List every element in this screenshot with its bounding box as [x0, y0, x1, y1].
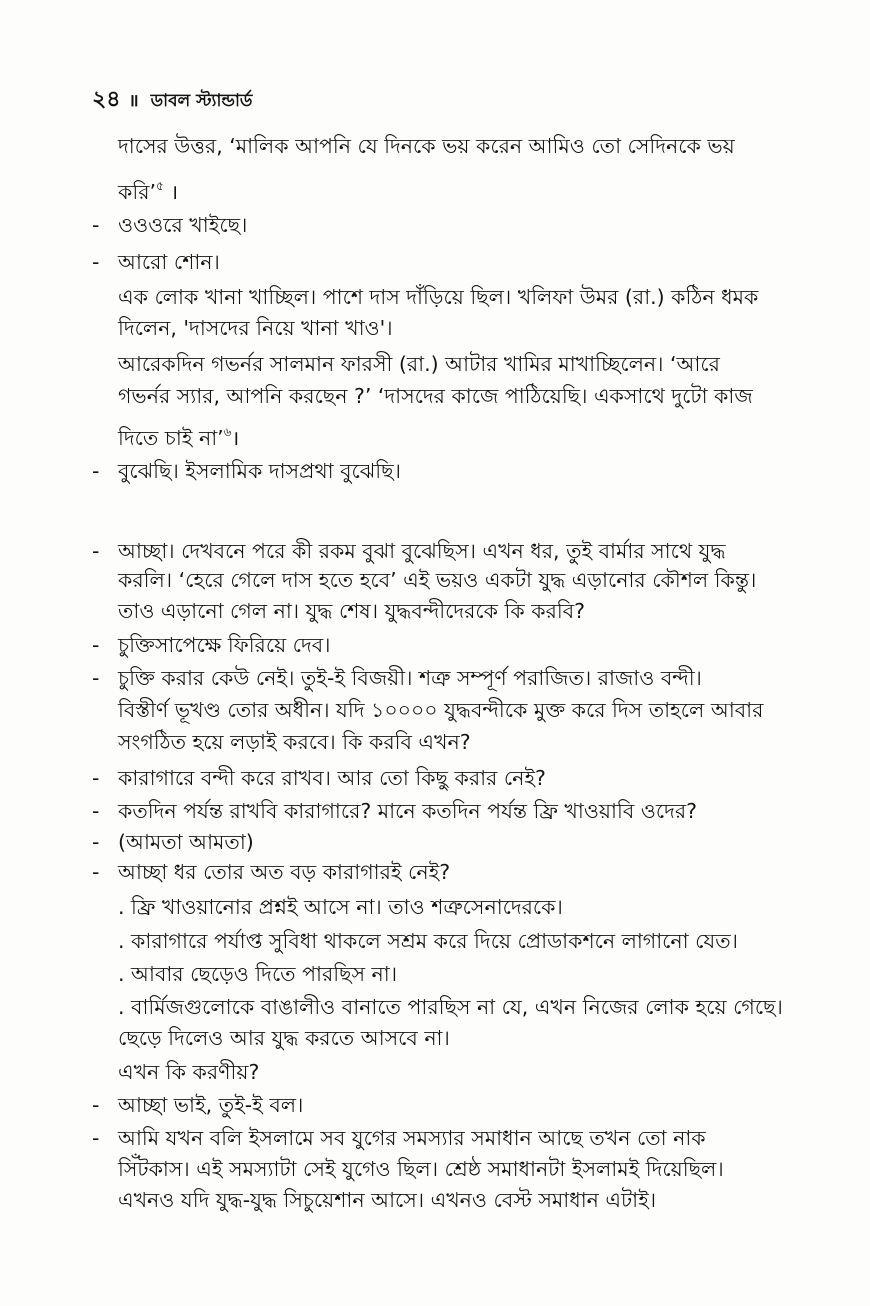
- list-item: . কারাগারে পর্যাপ্ত সুবিধা থাকলে সশ্রম করে দিয়ে প্রোডাকশনে লাগানো যেত।: [118, 929, 738, 953]
- text-line: বিস্তীর্ণ ভূখণ্ড তোর অধীন। যদি ১০০০০ যুদ্ধবন্দীকে মুক্ত করে দিস তাহলে আবার: [118, 698, 764, 722]
- dialogue-dash: -: [92, 860, 100, 884]
- page-number: ২৪: [92, 87, 121, 112]
- text-line: গভর্নর স্যার, আপনি করছেন ?’ ‘দাসদের কাজে পাঠিয়েছি। একসাথে দুটো কাজ: [118, 384, 753, 408]
- dialogue-dash: -: [92, 1093, 100, 1117]
- footnote-marker: ৫: [156, 179, 164, 193]
- text-line: আচ্ছা ধর তোর অত বড় কারাগারই নেই?: [118, 860, 451, 884]
- text-line: এক লোক খানা খাচ্ছিল। পাশে দাস দাঁড়িয়ে ছিল। খলিফা উমর (রা.) কঠিন ধমক: [118, 285, 759, 309]
- text-line: দিতে চাই না’$^৬$।: [118, 425, 240, 450]
- list-item: . আবার ছেড়েও দিতে পারছিস না।: [118, 962, 398, 986]
- text-line: করলি। ‘হেরে গেলে দাস হতে হবে’ এই ভয়ও একটা যুদ্ধ এড়ানোর কৌশল কিন্তু।: [118, 568, 757, 592]
- text-line: এখন কি করণীয়?: [118, 1060, 260, 1084]
- text-line: চুক্তিসাপেক্ষে ফিরিয়ে দেব।: [118, 633, 331, 657]
- text-line: বুঝেছি। ইসলামিক দাসপ্রথা বুঝেছি।: [118, 459, 401, 483]
- text-line: কারাগারে বন্দী করে রাখব। আর তো কিছু করার নেই?: [118, 766, 546, 790]
- dialogue-dash: -: [92, 250, 100, 274]
- footnote-marker: ৬: [223, 425, 232, 439]
- dialogue-dash: -: [92, 459, 100, 483]
- dialogue-dash: -: [92, 1126, 100, 1150]
- dialogue-dash: -: [92, 666, 100, 690]
- dialogue-dash: -: [92, 633, 100, 657]
- text-line: সংগঠিত হয়ে লড়াই করবে। কি করবি এখন?: [118, 730, 471, 754]
- text-line: তাও এড়ানো গেল না। যুদ্ধ শেষ। যুদ্ধবন্দীদেরকে কি করবি?: [118, 599, 586, 623]
- text-line: আচ্ছা ভাই, তুই-ই বল।: [118, 1093, 304, 1117]
- dialogue-dash: -: [92, 799, 100, 823]
- text-line: আরো শোন।: [118, 250, 220, 274]
- text-line: চুক্তি করার কেউ নেই। তুই-ই বিজয়ী। শত্রু সম্পূর্ণ পরাজিত। রাজাও বন্দী।: [118, 666, 702, 690]
- dialogue-dash: -: [92, 766, 100, 790]
- text-line: সিঁটকাস। এই সমস্যাটা সেই যুগেও ছিল। শ্রেষ্ঠ সমাধানটা ইসলামই দিয়েছিল।: [118, 1157, 724, 1181]
- text-line: (আমতা আমতা): [118, 830, 254, 854]
- dialogue-dash: -: [92, 213, 100, 237]
- dialogue-dash: -: [92, 539, 100, 563]
- text-line: আমি যখন বলি ইসলামে সব যুগের সমস্যার সমাধান আছে তখন তো নাক: [118, 1126, 706, 1150]
- list-item: . বার্মিজগুলোকে বাঙালীও বানাতে পারছিস না যে, এখন নিজের লোক হয়ে গেছে।: [118, 995, 783, 1019]
- text-line: দাসের উত্তর, ‘মালিক আপনি যে দিনকে ভয় করেন আমিও তো সেদিনকে ভয়: [118, 134, 735, 158]
- text-line: কতদিন পর্যন্ত রাখবি কারাগারে? মানে কতদিন পর্যন্ত ফ্রি খাওয়াবি ওদের?: [118, 799, 697, 823]
- text-line: ওওওরে খাইছে।: [118, 213, 248, 237]
- running-header: [92, 82, 252, 119]
- text-line: করি’$^৫$ ।: [118, 179, 179, 204]
- book-title: ডাবল স্ট্যান্ডার্ড: [150, 91, 253, 111]
- text-line: দিলেন, 'দাসদের নিয়ে খানা খাও'।: [118, 316, 393, 340]
- text-line: এখনও যদি যুদ্ধ-যুদ্ধ সিচুয়েশান আসে। এখনও বেস্ট সমাধান এটাই।: [118, 1188, 657, 1212]
- list-item: . ফ্রি খাওয়ানোর প্রশ্নই আসে না। তাও শত্রুসেনাদেরকে।: [118, 895, 563, 919]
- text-line: আচ্ছা। দেখবনে পরে কী রকম বুঝা বুঝেছিস। এখন ধর, তুই বার্মার সাথে যুদ্ধ: [118, 539, 726, 563]
- header-separator: ॥: [128, 91, 139, 111]
- text-line: ছেড়ে দিলেও আর যুদ্ধ করতে আসবে না।: [118, 1026, 450, 1050]
- dialogue-dash: -: [92, 830, 100, 854]
- text-line: আরেকদিন গভর্নর সালমান ফারসী (রা.) আটার খামির মাখাচ্ছিলেন। ‘আরে: [118, 352, 720, 376]
